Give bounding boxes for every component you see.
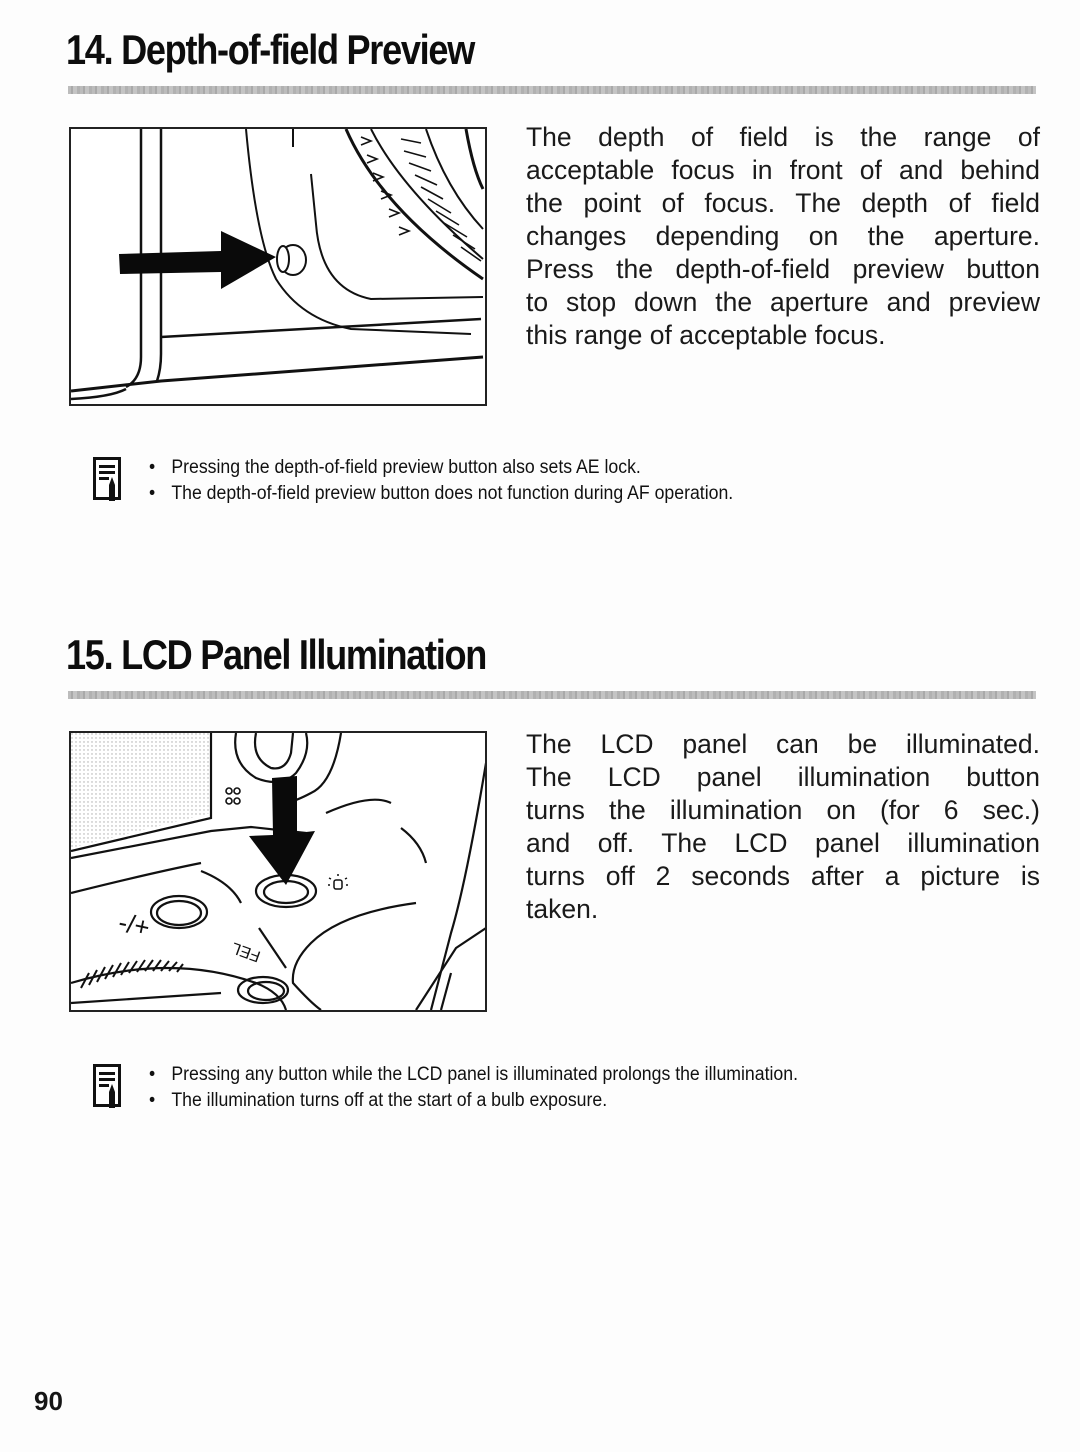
section-14-heading: 14. Depth-of-field Preview: [66, 26, 475, 73]
page-number: 90: [34, 1386, 63, 1416]
body-line: to stop down the aperture and preview: [526, 287, 1040, 317]
body-line: The LCD panel can be illuminated.: [526, 729, 1040, 759]
note-item: • The depth-of-field preview button does not function during AF operation.: [149, 483, 734, 504]
note-item: • Pressing the depth-of-field preview button also sets AE lock.: [149, 457, 641, 478]
body-line: changes depending on the aperture.: [526, 221, 1040, 251]
body-line: acceptable focus in front of and behind: [526, 155, 1040, 185]
lcd-illumination-figure: [69, 731, 487, 1012]
dof-preview-figure: [69, 127, 487, 406]
section-14-body: [526, 121, 1040, 352]
section-14-rule: [68, 86, 1036, 94]
note-item: • Pressing any button while the LCD panel is illuminated prolongs the illumination.: [149, 1064, 798, 1085]
depth-of-field-preview-button-illustration: [71, 129, 485, 404]
body-line: this range of acceptable focus.: [526, 320, 886, 350]
body-line: The depth of field is the range of: [526, 122, 1040, 152]
body-line: turns off 2 seconds after a picture is: [526, 861, 1040, 891]
lcd-illumination-button-illustration: [71, 733, 487, 1010]
svg-text:FEL: FEL: [229, 938, 263, 965]
body-line: turns the illumination on (for 6 sec.): [526, 795, 1040, 825]
section-15-body: [526, 728, 1040, 926]
arrow-right-icon: [119, 231, 276, 289]
lamp-icon: [328, 874, 348, 889]
body-line: taken.: [526, 894, 599, 924]
note-item: • The illumination turns off at the start of a bulb exposure.: [149, 1090, 608, 1111]
memo-pencil-icon: [93, 1064, 123, 1110]
body-line: and off. The LCD panel illumination: [526, 828, 1040, 858]
memo-pencil-icon: [93, 457, 123, 503]
section-15-heading: 15. LCD Panel Illumination: [66, 631, 487, 678]
section-15-rule: [68, 691, 1036, 699]
body-line: Press the depth-of-field preview button: [526, 254, 1040, 284]
arrow-down-icon: [249, 776, 315, 885]
body-line: the point of focus. The depth of field: [526, 188, 1040, 218]
body-line: The LCD panel illumination button: [526, 762, 1040, 792]
svg-text:-/+: -/+: [115, 906, 153, 943]
